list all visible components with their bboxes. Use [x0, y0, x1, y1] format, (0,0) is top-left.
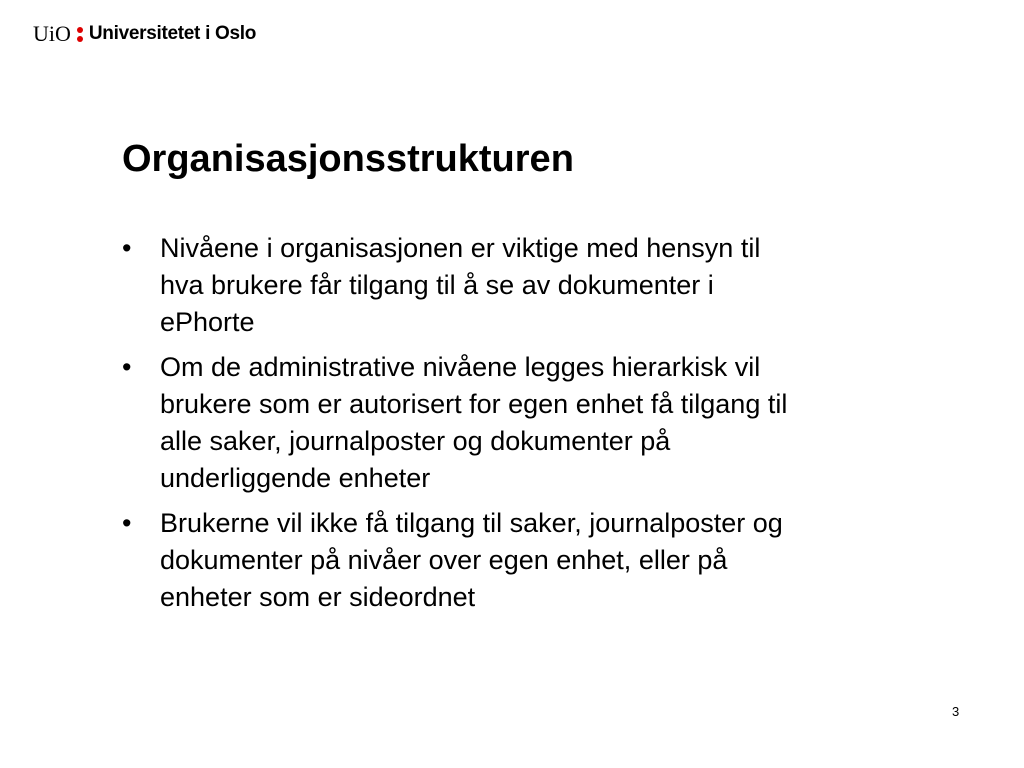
two-red-dots-icon: [77, 27, 83, 42]
slide-title: Organisasjonsstrukturen: [122, 138, 574, 180]
logo-short-text: UiO: [33, 21, 71, 46]
bullet-line: Nivåene i organisasjonen er viktige med hensyn til: [160, 233, 761, 263]
logo-dot-bottom: [77, 36, 83, 42]
logo-dot-top: [77, 27, 83, 33]
bullet-line: hva brukere får tilgang til å se av dokumenter i: [160, 270, 714, 300]
bullet-line: Brukerne vil ikke få tilgang til saker, journalposter og: [160, 508, 783, 538]
bullet-line: ePhorte: [160, 307, 255, 337]
bullet-item: [122, 230, 972, 341]
bullet-line: Om de administrative nivåene legges hierarkisk vil: [160, 352, 761, 382]
bullet-line: enheter som er sideordnet: [160, 582, 476, 612]
bullet-list: [122, 230, 972, 624]
bullet-item: [122, 505, 972, 616]
uio-logo: [33, 21, 256, 47]
page-number: 3: [952, 704, 960, 719]
bullet-line: dokumenter på nivåer over egen enhet, eller på: [160, 545, 728, 575]
bullet-icon: •: [122, 352, 132, 382]
bullet-icon: •: [122, 508, 132, 538]
bullet-line: brukere som er autorisert for egen enhet få tilgang til: [160, 389, 788, 419]
logo-university-name: Universitetet i Oslo: [88, 23, 257, 44]
bullet-item: [122, 349, 972, 497]
bullet-icon: •: [122, 233, 132, 263]
bullet-line: underliggende enheter: [160, 463, 431, 493]
bullet-line: alle saker, journalposter og dokumenter på: [160, 426, 671, 456]
